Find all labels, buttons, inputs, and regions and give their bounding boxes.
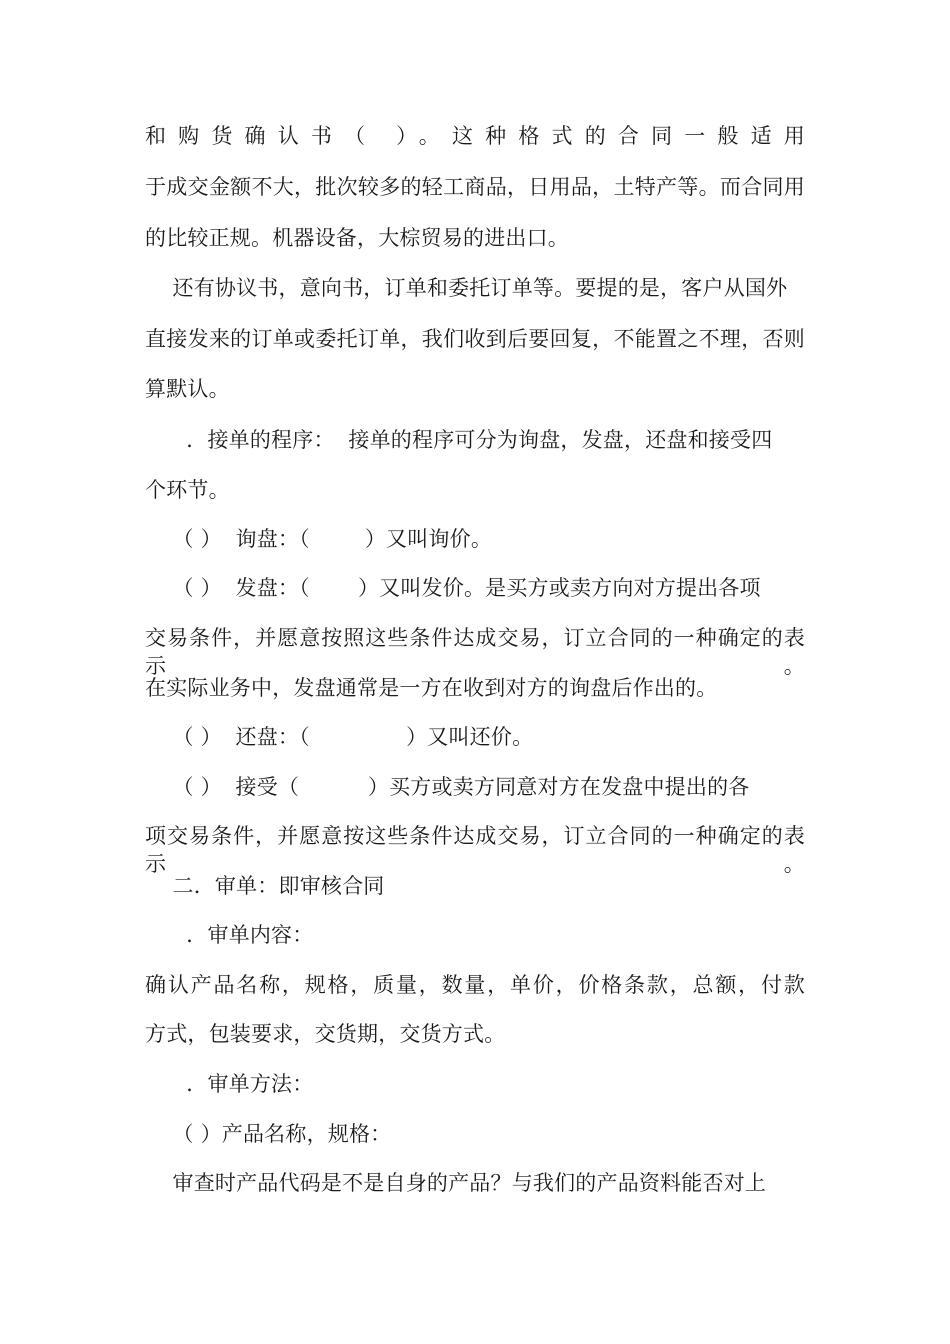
text-line-22: 审查时产品代码是不是自身的产品？与我们的产品资料能否对上 xyxy=(145,1171,767,1195)
text-line-15: 项交易条件，并愿意按这些条件达成交易，订立合同的一种确定的表示。 xyxy=(145,824,805,876)
text-line-1: 和购货确认书（ ）。这种格式的合同一般适用 xyxy=(145,124,805,148)
text-line-18: 确认产品名称，规格，质量，数量，单价，价格条款，总额，付款 xyxy=(145,973,805,997)
text-line-11: 交易条件，并愿意按照这些条件达成交易，订立合同的一种确定的表示。 xyxy=(145,626,805,678)
subheading-method: ．审单方法： xyxy=(145,1072,314,1096)
text-line-10: （ ） 发盘：（ ）又叫发价。是买方或卖方向对方提出各项 xyxy=(145,576,761,600)
text-line-4: 还有协议书，意向书，订单和委托订单等。要提的是，客户从国外 xyxy=(145,276,788,300)
text-line-8: 个环节。 xyxy=(145,478,230,502)
text-line-3: 的比较正规。机器设备，大棕贸易的进出口。 xyxy=(145,226,569,250)
text-line-2: 于成交金额不大，批次较多的轻工商品，日用品，土特产等。而合同用 xyxy=(145,175,805,199)
text-line-21: （ ）产品名称，规格： xyxy=(145,1122,392,1146)
section-heading: 二．审单：即审核合同 xyxy=(145,874,385,898)
text-line-9: （ ） 询盘：（ ）又叫询价。 xyxy=(145,527,493,551)
subheading-content: ．审单内容： xyxy=(145,923,314,947)
text-line-7: ．接单的程序： 接单的程序可分为询盘，发盘，还盘和接受四 xyxy=(145,428,773,452)
text-line-13: （ ） 还盘：（ ）又叫还价。 xyxy=(145,725,534,749)
text-line-12: 在实际业务中，发盘通常是一方在收到对方的询盘后作出的。 xyxy=(145,676,718,700)
text-line-19: 方式，包装要求，交货期，交货方式。 xyxy=(145,1022,506,1046)
text-line-14: （ ） 接受（ ）买方或卖方同意对方在发盘中提出的各 xyxy=(145,775,750,799)
text-line-5: 直接发来的订单或委托订单，我们收到后要回复，不能置之不理，否则 xyxy=(145,327,805,351)
text-line-6: 算默认。 xyxy=(145,377,230,401)
